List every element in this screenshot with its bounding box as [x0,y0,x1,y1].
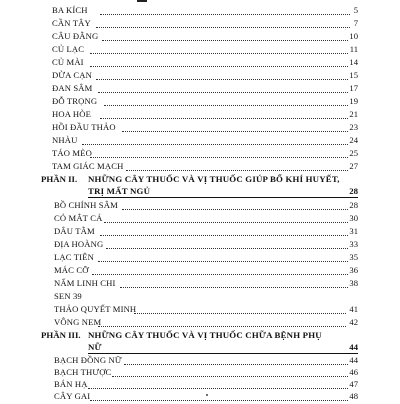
toc-entry [0,5,400,18]
toc-entry [0,135,400,148]
entry-page: 38 [349,278,358,288]
entry-label: TÁO MÈO [52,148,92,158]
leader-dots [90,53,348,54]
entry-label: DÂU TẰM [54,226,95,236]
toc-entry [0,96,400,109]
entry-label: LẠC TIÊN [54,252,94,262]
toc-entry [0,122,400,135]
entry-label: BẠCH ĐỒNG NỮ [54,355,122,365]
section-title-line2 [88,342,352,354]
entry-page: 41 [349,304,358,314]
entry-page: 33 [349,239,358,249]
leader-dots [122,209,348,210]
entry-label: BỒ CHÍNH SÂM [54,200,118,210]
entry-label: NHÀU [52,135,78,145]
entry-label: DỪA CẠN [52,70,92,80]
leader-dots [124,364,348,365]
top-fragment [137,0,147,2]
entry-label: ĐỊA HOÀNG [54,239,104,249]
section-title-line2 [88,186,352,198]
leader-dots [100,118,348,119]
toc-entry [0,252,400,265]
toc-entry [0,304,400,317]
leader-dots [90,400,348,401]
entry-page: 47 [349,379,358,389]
entry-label: THẢO QUYẾT MINH [54,304,137,314]
entry-label: CÂU ĐẰNG [52,31,99,41]
entry-page: 19 [349,96,358,106]
toc-entry [0,265,400,278]
leader-dots [90,66,348,67]
entry-page: 7 [353,18,358,28]
entry-label: BẠCH THƯỢC [54,367,112,377]
leader-dots [98,326,346,327]
section-title-line1: NHỮNG CÂY THUỐC VÀ VỊ THUỐC GIÚP BỔ KHÍ HUYẾT, [88,174,340,184]
toc-entry [0,161,400,174]
entry-label: CỦ LẠC [52,44,85,54]
section-heading [0,174,400,200]
entry-page: 28 [349,200,358,210]
section-number: PHẦN III. [41,330,81,340]
entry-label: MÁC CỠ [54,265,89,275]
toc-entry [0,278,400,291]
leader-dots [92,274,348,275]
entry-label: TAM GIÁC MẠCH [52,161,124,171]
entry-page: 24 [349,135,358,145]
leader-dots [100,235,348,236]
entry-label: ĐỖ TRỌNG [52,96,98,106]
entry-label: NẤM LINH CHI [54,278,116,288]
entry-label: BÁN HẠ [54,379,88,389]
toc-entry [0,200,400,213]
scan-speck [206,394,208,396]
leader-dots [82,144,348,145]
entry-label: HỒI ĐẦU THẢO [52,122,116,132]
section-page: 44 [349,342,358,352]
entry-label: CÂY GAI [54,391,91,401]
leader-dots [96,27,350,28]
toc-entry [0,70,400,83]
entry-page: 15 [349,70,358,80]
entry-page: 17 [349,83,358,93]
entry-page: 5 [353,5,358,15]
entry-page: 36 [349,265,358,275]
entry-page: 30 [349,213,358,223]
entry-page: 44 [349,355,358,365]
toc-entry [0,213,400,226]
toc-entry [0,31,400,44]
section-title-line2-text: TRỊ MẤT NGỦ [88,186,151,196]
leader-dots [96,79,348,80]
leader-dots [134,313,346,314]
leader-dots [112,376,348,377]
toc-entry [0,239,400,252]
entry-page: 31 [349,226,358,236]
leader-dots [106,248,348,249]
entry-page: 42 [349,317,358,327]
toc-entry [0,317,400,330]
entry-page: 35 [349,252,358,262]
section-title-line1: NHỮNG CÂY THUỐC VÀ VỊ THUỐC CHỮA BỆNH PHỤ [88,330,322,340]
toc-entry [0,57,400,70]
toc-entry [0,291,400,304]
leader-dots [104,105,348,106]
entry-label: HOA HÒE [52,109,92,119]
toc-entry [0,44,400,57]
entry-label: ĐAN SÂM [52,83,93,93]
toc-entry [0,18,400,31]
entry-page: 46 [349,367,358,377]
entry-page: 21 [349,109,358,119]
entry-page: 23 [349,122,358,132]
entry-page: 14 [349,57,358,67]
entry-page: 48 [349,391,358,401]
leader-dots [98,261,348,262]
toc-entry [0,83,400,96]
entry-label: CỎ MẮT CÁ [54,213,103,223]
entry-label: SEN 39 [54,291,82,301]
leader-dots [122,131,348,132]
entry-page: 11 [349,44,358,54]
entry-page: 10 [349,31,358,41]
leader-dots [126,170,348,171]
toc-entry [0,391,400,404]
leader-dots [100,14,350,15]
leader-dots [98,92,348,93]
toc-entry [0,148,400,161]
section-number: PHẦN II. [41,174,78,184]
leader-dots [90,157,348,158]
entry-label: BA KÍCH [52,5,88,15]
entry-label: CẦN TÂY [52,18,91,28]
leader-dots [88,388,348,389]
entry-page: 25 [349,148,358,158]
toc-entry [0,226,400,239]
section-heading [0,330,400,354]
entry-label: VÔNG NEM [54,317,102,327]
leader-dots [104,222,348,223]
section-page: 28 [349,186,358,196]
entry-label: CỦ MÀI [52,57,84,67]
leader-dots [120,287,348,288]
section-title-line2-text: NỮ [88,342,102,352]
toc-entry [0,109,400,122]
entry-page: 27 [349,161,358,171]
leader-dots [102,40,348,41]
